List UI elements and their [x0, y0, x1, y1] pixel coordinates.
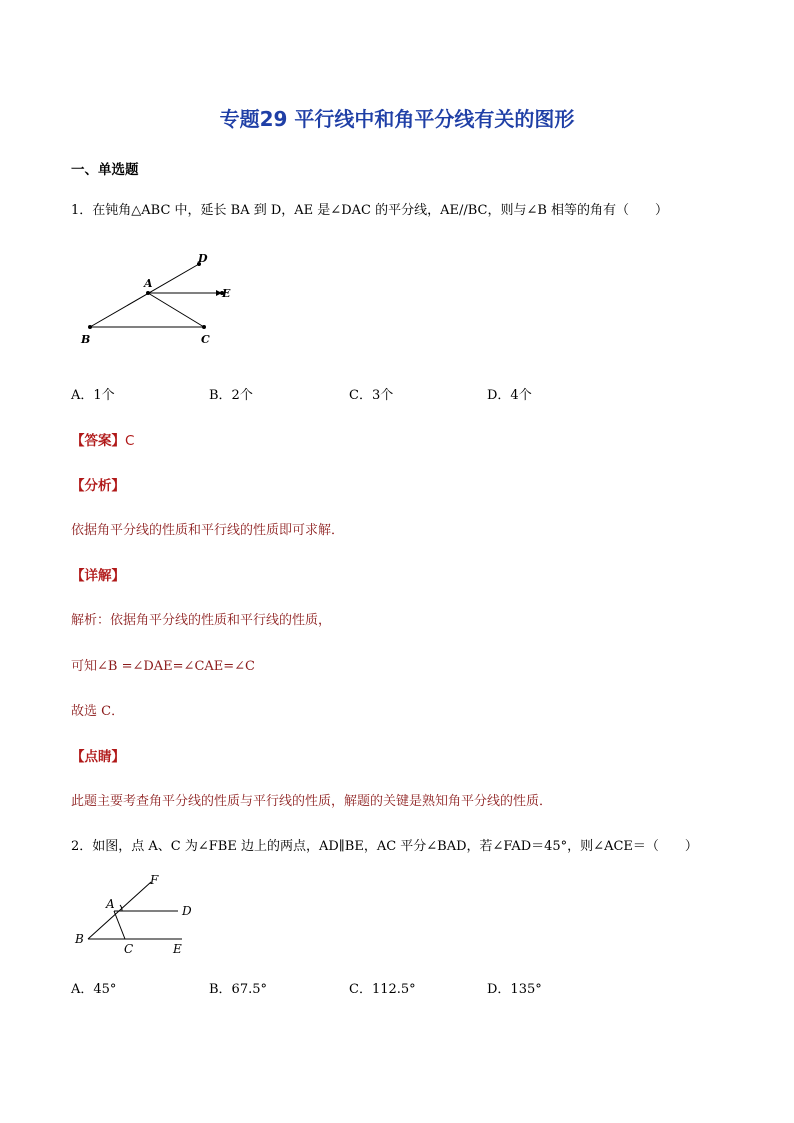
answer-tag: 【答案】: [71, 433, 125, 449]
detail-line-1: 解析：依据角平分线的性质和平行线的性质，: [71, 613, 332, 628]
q1-option-a: A．1个: [71, 388, 115, 403]
comment-text: 此题主要考查角平分线的性质与平行线的性质，解题的关键是熟知角平分线的性质．: [71, 794, 553, 809]
answer-value: C: [125, 433, 135, 449]
label-a: A: [106, 897, 115, 911]
question-1-figure: [70, 245, 250, 350]
label-d: D: [182, 904, 192, 918]
question-1-stem: 1．在钝角△ABC 中，延长 BA 到 D，AE 是∠DAC 的平分线，AE//BC，则与∠B 相等的角有（ ）: [71, 203, 669, 218]
label-a: A: [144, 277, 153, 290]
q1-option-c: C．3个: [349, 388, 394, 403]
analysis-tag: 【分析】: [71, 478, 125, 494]
label-c: C: [201, 333, 210, 346]
page-title: 专题29 平行线中和角平分线有关的图形: [219, 107, 575, 131]
detail-line-3: 故选 C．: [71, 704, 125, 719]
question-2-figure: [70, 870, 210, 962]
label-c: C: [124, 942, 134, 956]
label-e: E: [173, 942, 182, 956]
label-e: E: [222, 287, 231, 300]
q2-option-a: A．45°: [71, 982, 117, 997]
section-heading: 一、单选题: [71, 162, 139, 178]
q2-option-d: D．135°: [487, 982, 542, 997]
question-2-stem: 2．如图，点 A、C 为∠FBE 边上的两点，AD∥BE，AC 平分∠BAD，若∠FAD＝45°，则∠ACE＝（ ）: [71, 839, 698, 854]
q1-option-d: D．4个: [487, 388, 532, 403]
answer-line: [71, 429, 134, 449]
comment-tag: 【点睛】: [71, 749, 125, 765]
q1-option-b: B．2个: [209, 388, 253, 403]
q2-option-b: B．67.5°: [209, 982, 267, 997]
label-b: B: [75, 932, 84, 946]
analysis-text: 依据角平分线的性质和平行线的性质即可求解．: [71, 523, 345, 538]
label-f: F: [150, 873, 159, 887]
detail-line-2: 可知∠B =∠DAE=∠CAE=∠C: [71, 659, 256, 674]
q2-option-c: C．112.5°: [349, 982, 416, 997]
label-b: B: [81, 333, 91, 346]
label-d: D: [198, 252, 208, 265]
detail-tag: 【详解】: [71, 568, 125, 584]
